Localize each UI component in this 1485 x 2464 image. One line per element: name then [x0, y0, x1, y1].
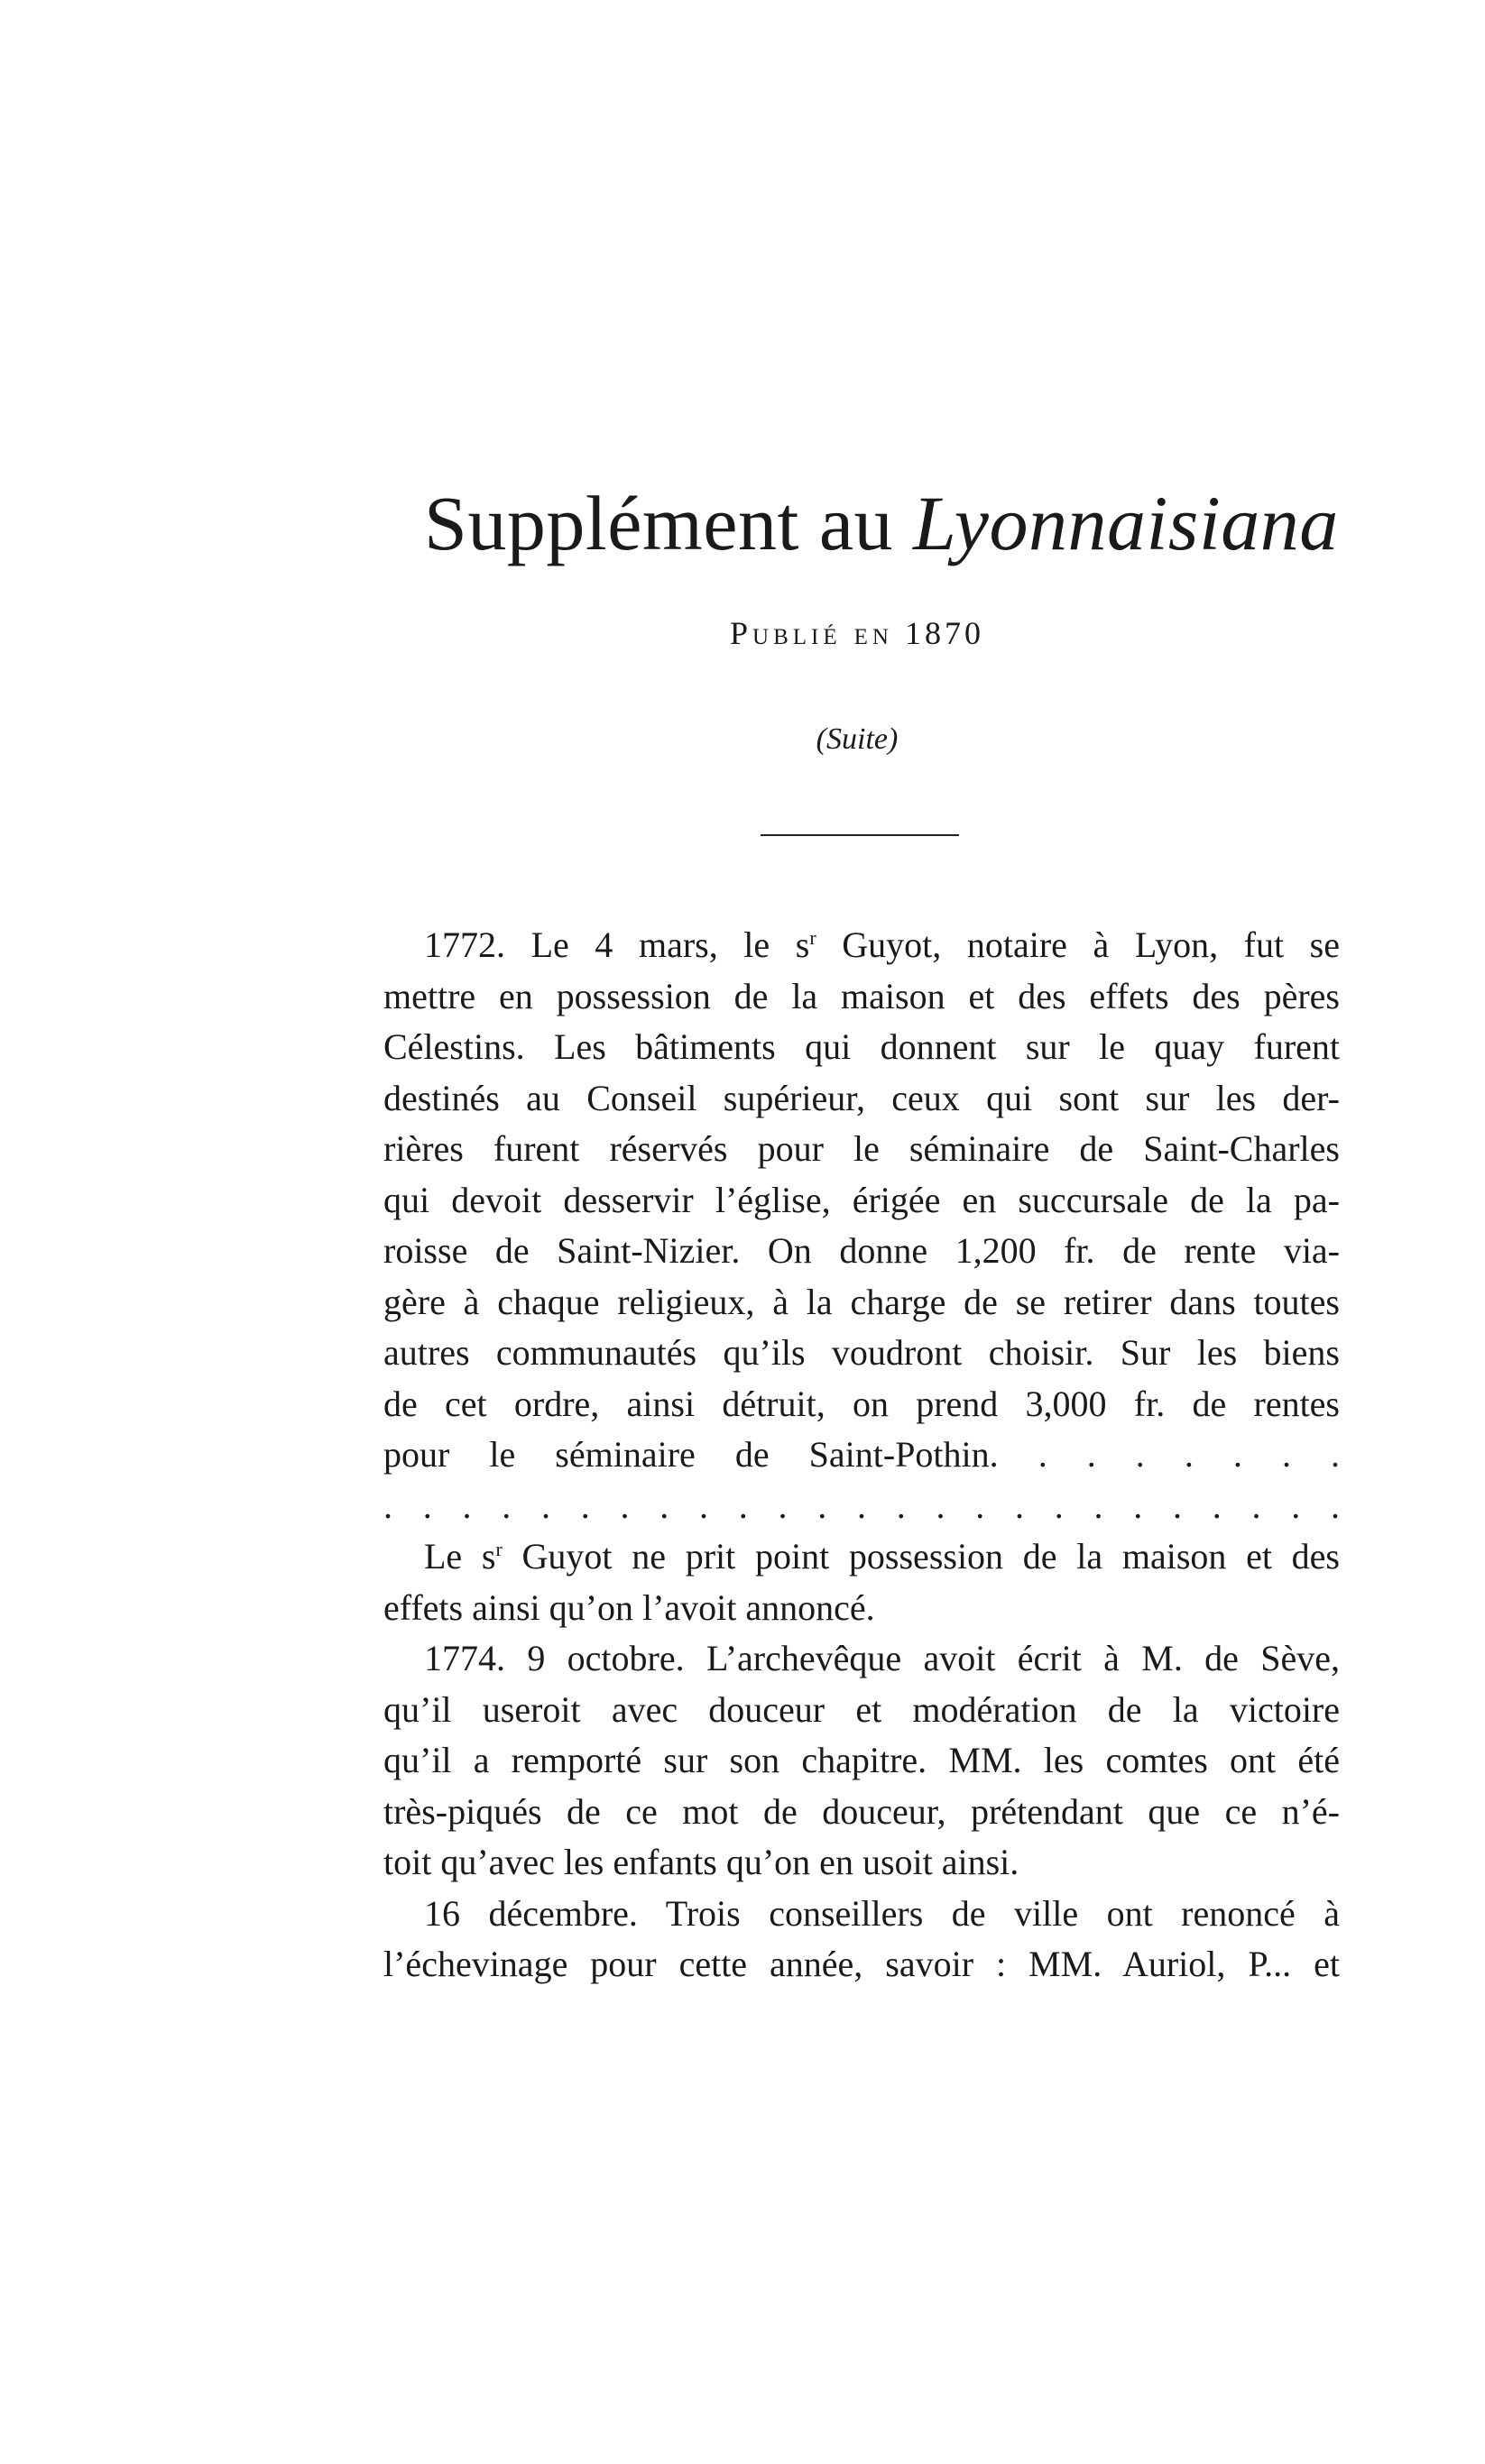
subtitle-year: 1870	[892, 615, 984, 651]
text-line: toit qu’avec les enfants qu’on en usoit ainsi.	[383, 1842, 1019, 1882]
body-text	[383, 920, 1340, 1991]
text-line: 16 décembre. Trois conseillers de ville ont renoncé à	[424, 1892, 1340, 1934]
text-line: qu’il a remporté sur son chapitre. MM. les comtes ont été	[383, 1740, 1340, 1780]
text-line: qui devoit desservir l’église, érigée en succursale de la pa-	[383, 1179, 1340, 1220]
paragraph-1772	[383, 920, 1340, 1531]
text-line: de cet ordre, ainsi détruit, on prend 3,000 fr. de rentes	[383, 1383, 1340, 1424]
text-line: 1772. Le 4 mars, le $s^r$ Guyot, notaire à Lyon, fut se	[424, 924, 1341, 965]
text-line: Le $s^r$ Guyot ne prit point possession de la maison et des	[424, 1536, 1341, 1577]
separator-rule	[761, 834, 959, 836]
text-line: qu’il useroit avec douceur et modération de la victoire	[383, 1688, 1340, 1730]
text-line: gère à chaque religieux, à la charge de se retirer dans toutes	[383, 1281, 1340, 1322]
text-line: destinés au Conseil supérieur, ceux qui sont sur les der-	[383, 1077, 1340, 1118]
page-title	[424, 473, 1339, 573]
text-line: autres communautés qu’ils voudront choisir. Sur les biens	[383, 1332, 1340, 1373]
ellipsis-line: . . . . . . . . . . . . . . . . . . . . . . . . .	[383, 1485, 1340, 1526]
text-line: mettre en possession de la maison et des effets des pères	[383, 975, 1340, 1016]
title-roman: Supplément au	[424, 480, 914, 566]
subtitle	[0, 613, 1485, 653]
text-line: rières furent réservés pour le séminaire de Saint-Charles	[383, 1128, 1340, 1169]
text-line: Célestins. Les bâtiments qui donnent sur le quay furent	[383, 1026, 1340, 1067]
text-line: roisse de Saint-Nizier. On donne 1,200 fr. de rente via-	[383, 1230, 1340, 1271]
suite-label: (Suite)	[816, 722, 899, 756]
subtitle-published: Publié en	[730, 615, 893, 651]
paragraph-guyot	[383, 1531, 1340, 1633]
paragraph-1774	[383, 1633, 1340, 1889]
text-line: pour le séminaire de Saint-Pothin. . . . . . . .	[383, 1434, 1340, 1475]
text-line: l’échevinage pour cette année, savoir : MM. Auriol, P... et	[383, 1944, 1340, 1984]
text-line: effets ainsi qu’on l’avoit annoncé.	[383, 1586, 875, 1628]
paragraph-december	[383, 1889, 1340, 1991]
text-line: 1774. 9 octobre. L’archevêque avoit écrit à M. de Sève,	[424, 1638, 1340, 1678]
title-italic: Lyonnaisiana	[913, 480, 1339, 566]
text-line: très-piqués de ce mot de douceur, prétendant que ce n’é-	[383, 1790, 1340, 1832]
